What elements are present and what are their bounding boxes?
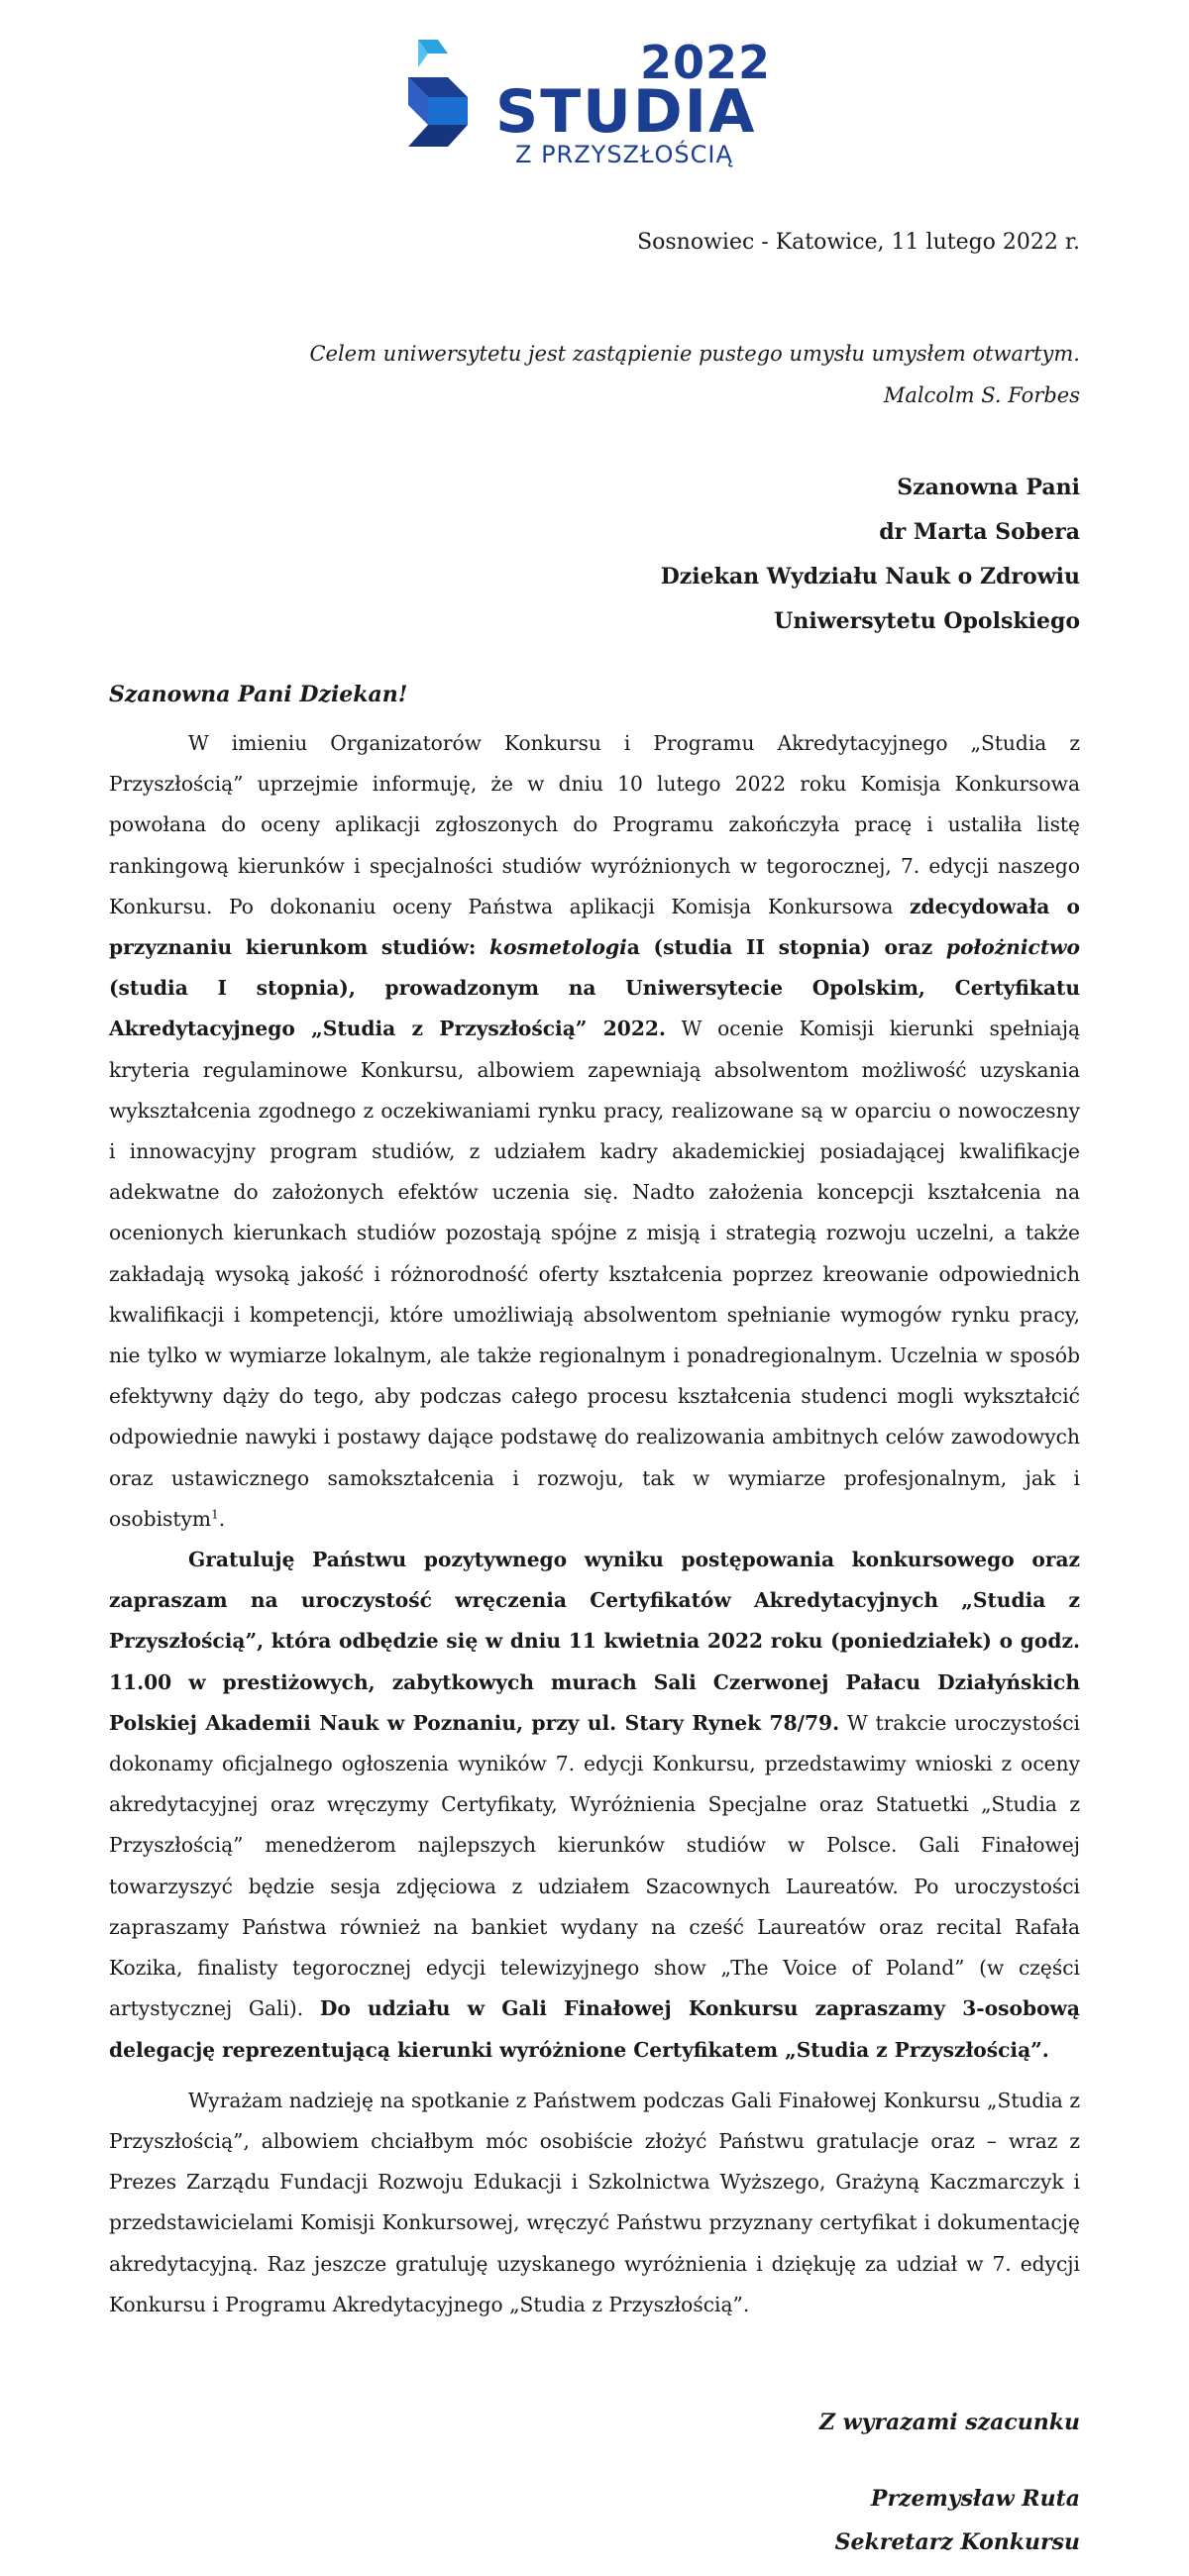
logo-year: 2022 <box>640 36 772 89</box>
addressee-name: dr Marta Sobera <box>879 519 1080 545</box>
motto-author: Malcolm S. Forbes <box>883 383 1080 407</box>
closing-phrase: Z wyrazami szacunku <box>818 2410 1080 2435</box>
signer-title: Sekretarz Konkursu <box>834 2529 1080 2555</box>
salutation: Szanowna Pani Dziekan! <box>109 682 408 707</box>
studia-z-przyszloscia-logo <box>404 36 781 168</box>
paragraph-3: Wyrażam nadzieję na spotkanie z Państwem podczas Gali Finałowej Konkursu „Studia z Przyszłością”, albowiem chciałbym móc osobiście złożyć Państwu gratulacje oraz – wraz z Prezes Zarządu Fundacji Rozwoju Edukacji i Szkolnictwa Wyższego, Grażyną Kaczmarczyk i przedstawicielami Komisji Konkursowej, wręczyć Państwu przyznany certyfikat i dokumentację akredytacyjną. Raz jeszcze gratuluję uzyskanego wyróżnienia i dziękuję za udział w 7. edycji Konkursu i Programu Akredytacyjnego „Studia z Przyszłością”. <box>109 2088 1080 2316</box>
paragraph-2-bold: Gratuluję Państwu pozytywnego wyniku postępowania konkursowego oraz zapraszam na uroczystość wręczenia Certyfikatów Akredytacyjnych „Studia z Przyszłością”, która odbędzie się w dniu 11 kwietnia 2022 roku (poniedziałek) o godz. 11.00 w prestiżowych, zabytkowych murach Sali Czerwonej Pałacu Działyńskich Polskiej Akademii Nauk w Poznaniu, przy ul. Stary Rynek 78/79. <box>109 1548 1080 1735</box>
addressee-position: Dziekan Wydziału Nauk o Zdrowiu <box>660 564 1080 590</box>
paragraph-1-text: W imieniu Organizatorów Konkursu i Programu Akredytacyjnego „Studia z Przyszłością” uprzejmie informuję, że w dniu 10 lutego 2022 roku Komisja Konkursowa powołana do oceny aplikacji zgłoszonych do Programu zakończyła pracę i ustaliła listę rankingową kierunków i specjalności studiów wyróżnionych w tegorocznej, 7. edycji naszego Konkursu. Po dokonaniu oceny Państwa aplikacji Komisja Konkursowa <box>109 731 1080 918</box>
paragraph-2-bold: Do udziału w Gali Finałowej Konkursu zapraszamy 3-osobową delegację reprezentującą kierunki wyróżnione Certyfikatem „Studia z Przyszłością”. <box>109 1996 1080 2062</box>
addressee-institution: Uniwersytetu Opolskiego <box>774 608 1080 634</box>
paragraph-2-text: W trakcie uroczystości dokonamy oficjalnego ogłoszenia wyników 7. edycji Konkursu, przedstawimy wnioski z oceny akredytacyjnej oraz wręczymy Certyfikaty, Wyróżnienia Specjalne oraz Statuetki „Studia z Przyszłością” menedżerom najlepszych kierunków studiów w Polsce. Gali Finałowej towarzyszyć będzie sesja zdjęciowa z udziałem Szacownych Laureatów. Po uroczystości zapraszamy Państwa również na bankiet wydany na cześć Laureatów oraz recital Rafała Kozika, finalisty tegorocznej edycji telewizyjnego show „The Voice of Poland” (w części artystycznej Gali). <box>109 1710 1080 2021</box>
paragraph-1-bold: (studia I stopnia), prowadzonym na Uniwersytecie Opolskim, Certyfikatu Akredytacyjnego „Studia z Przyszłością” 2022. <box>109 976 1080 1041</box>
motto <box>309 333 1080 416</box>
signature-block <box>835 2477 1080 2564</box>
program-name-poloznictwo: położnictwo <box>945 935 1080 960</box>
addressee-line: Szanowna Pani <box>897 475 1080 500</box>
logo-subtitle: Z PRZYSZŁOŚCIĄ <box>515 141 733 168</box>
signer-name: Przemysław Ruta <box>870 2486 1080 2512</box>
letter-body <box>109 723 1080 2325</box>
paragraph-2 <box>109 1540 1080 2071</box>
paragraph-1-bold: zdecydowała o przyznaniu kierunkom studiów: <box>109 894 1081 960</box>
addressee-block <box>661 466 1080 644</box>
logo-emblem-icon <box>404 36 493 155</box>
program-name-kosmetologia: kosmetologi <box>489 935 627 960</box>
paragraph-1-end: . <box>218 1506 226 1531</box>
footnote-marker: 1 <box>211 1507 219 1522</box>
paragraph-1 <box>109 723 1080 1540</box>
motto-text: Celem uniwersytetu jest zastąpienie pustego umysłu umysłem otwartym. <box>309 342 1080 366</box>
paragraph-1-text: W ocenie Komisji kierunki spełniają kryteria regulaminowe Konkursu, albowiem zapewniają absolwentom możliwość uzyskania wykształcenia zgodnego z oczekiwaniami rynku pracy, realizowane są w oparciu o nowoczesny i innowacyjny program studiów, z udziałem kadry akademickiej posiadającej kwalifikacje adekwatne do założonych efektów uczenia się. Nadto założenia koncepcji kształcenia na ocenionych kierunkach studiów pozostają spójne z misją i strategią rozwoju uczelni, a także zakładają wysoką jakość i różnorodność oferty kształcenia poprzez kreowanie odpowiednich kwalifikacji i kompetencji, które umożliwiają absolwentom spełnianie wymogów rynku pracy, nie tylko w wymiarze lokalnym, ale także regionalnym i ponadregionalnym. Uczelnia w sposób efektywny dąży do tego, aby podczas całego procesu kształcenia studenci mogli wykształcić odpowiednie nawyki i postawy dające podstawę do realizowania ambitnych celów zawodowych oraz ustawicznego samokształcenia i rozwoju, tak w wymiarze profesjonalnym, jak i osobistym <box>109 1017 1081 1531</box>
paragraph-1-bold: a (studia II stopnia) oraz <box>626 935 946 960</box>
logo-brand: STUDIA <box>495 77 757 147</box>
place-date: Sosnowiec - Katowice, 11 lutego 2022 r. <box>637 230 1080 255</box>
